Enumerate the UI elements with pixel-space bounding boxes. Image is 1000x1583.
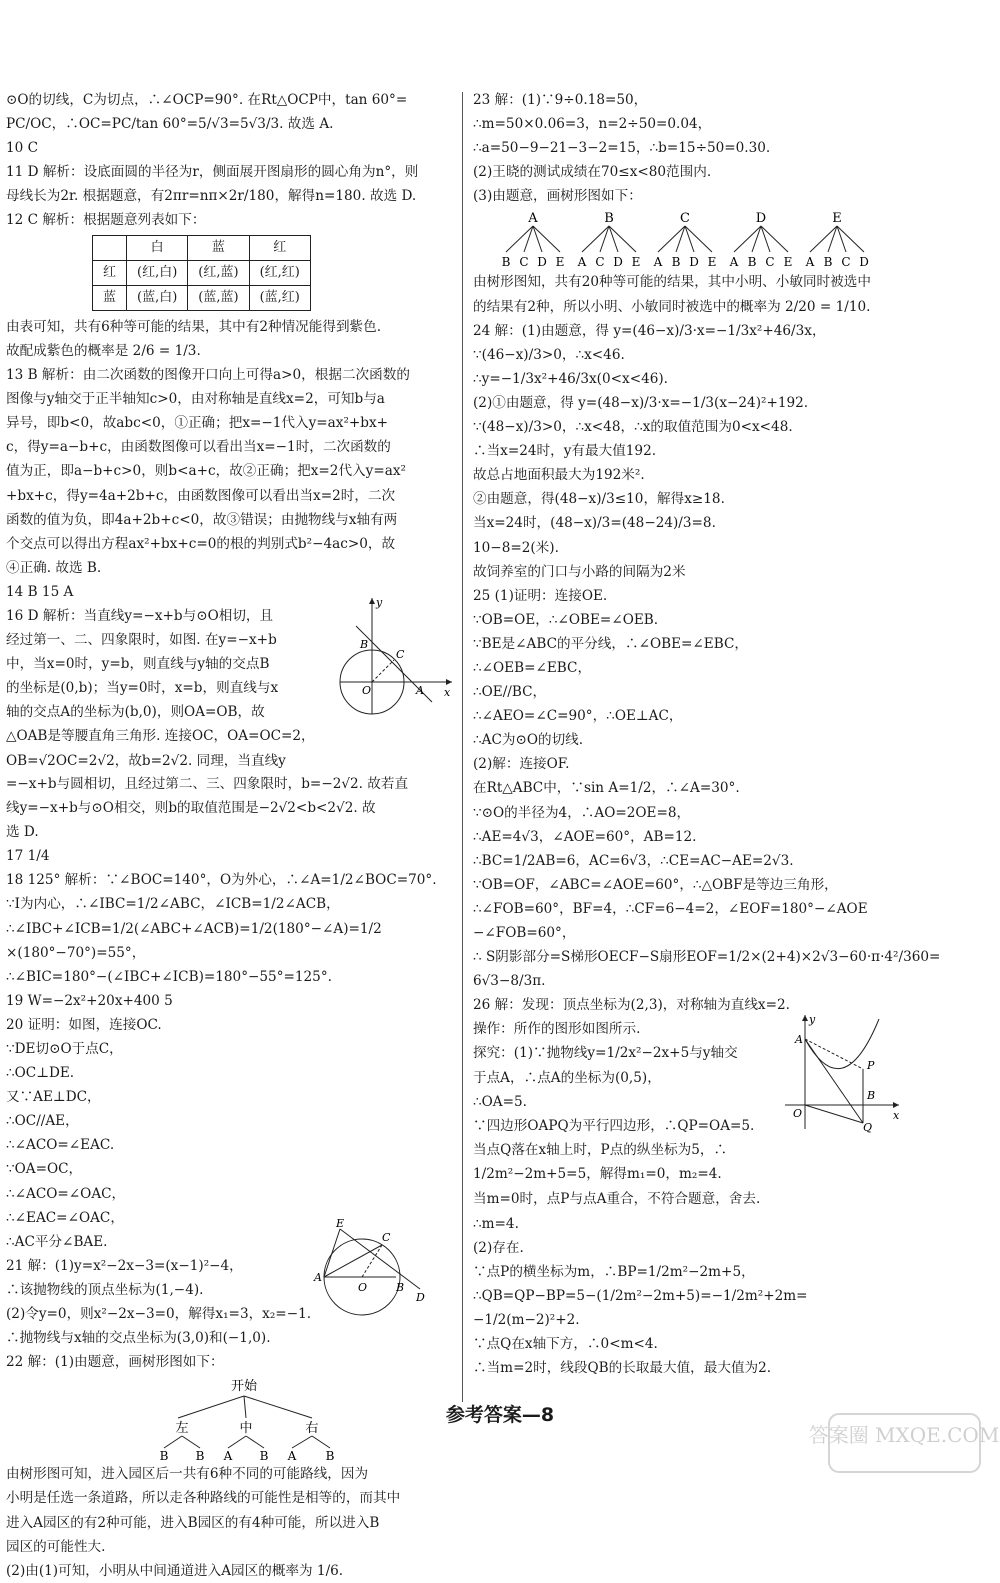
left-text-line: ∴∠ACO=∠OAC， xyxy=(6,1185,126,1202)
left-text-line: 园区的可能性大. xyxy=(6,1538,106,1555)
left-text-line: 值为正，即a−b+c>0，则b<a+c，故②正确；把x=2代入y=ax² xyxy=(6,463,406,480)
q16-text-line: △OAB是等腰直角三角形. 连接OC，OA=OC=2， xyxy=(6,728,315,745)
left-text-line: ∴OC//AE， xyxy=(6,1113,79,1130)
left-text-line: ∴∠EAC=∠OAC， xyxy=(6,1209,124,1226)
fig16-a-label: A xyxy=(416,683,424,697)
tree23-leaf: B xyxy=(823,255,833,270)
q16-text-line: 中，当x=0时，y=b，则直线与y轴的交点B xyxy=(6,656,270,673)
question-16 xyxy=(6,595,454,772)
tree23-leaf: A xyxy=(577,255,587,270)
tree22-leaf-2: B xyxy=(195,1449,205,1464)
right-block-2 xyxy=(473,270,961,1041)
right-text-line: 6√3−8/3π. xyxy=(473,973,546,990)
left-text-line: 13 B 解析：由二次函数的图像开口向上可得a>0，根据二次函数的 xyxy=(6,367,410,384)
right-text-line: ∵点P的横坐标为m，∴BP=1/2m²−2m+5， xyxy=(473,1263,755,1280)
figure-20-circle-tangent xyxy=(310,1217,428,1325)
fig16-y-label: y xyxy=(376,595,383,609)
left-text-line: 20 证明：如图，连接OC. xyxy=(6,1016,162,1033)
left-text-line: 又∵AE⊥DC， xyxy=(6,1089,101,1106)
right-text-line: (2)解：连接OF. xyxy=(473,756,570,773)
fig26-q-label: Q xyxy=(863,1121,873,1135)
tree-diagram-23 xyxy=(473,208,961,270)
fig26-a-label: A xyxy=(795,1033,803,1047)
left-text-line: ∴∠BIC=180°−(∠IBC+∠ICB)=180°−55°=125°. xyxy=(6,968,332,985)
right-text-line: 故饲养室的门口与小路的间隔为2米 xyxy=(473,563,686,580)
right-text-line: ∴BC=1/2AB=6，AC=6√3，∴CE=AC−AE=2√3. xyxy=(473,852,794,869)
watermark-logo xyxy=(808,1412,1000,1474)
left-block-1 xyxy=(6,88,454,233)
right-text-line: 操作：所作的图形如图所示. xyxy=(473,1021,641,1038)
table-cell: 红 xyxy=(93,260,127,285)
left-text-line: ④正确. 故选 B. xyxy=(6,559,102,576)
fig16-b-label: B xyxy=(360,637,369,651)
right-text-line: 10−8=2(米). xyxy=(473,539,559,556)
left-text-line: c，得y=a−b+c，由函数图像可以看出当x=−1时，二次函数的 xyxy=(6,439,391,456)
left-text-line: 选 D. xyxy=(6,824,39,841)
tree23-leaf: D xyxy=(537,255,547,270)
right-text-line: 由树形图知，共有20种等可能的结果，其中小明、小敏同时被选中 xyxy=(473,274,871,291)
left-text-line: 函数的值为负，即4a+2b+c<0，故③错误；由抛物线与x轴有两 xyxy=(6,511,398,528)
tree22-right: 右 xyxy=(305,1421,319,1437)
right-text-line: ∴AC为⊙O的切线. xyxy=(473,732,584,749)
table-cell: 蓝 xyxy=(188,235,249,260)
table-cell: (红,红) xyxy=(249,260,310,285)
right-text-line: ∵点Q在x轴下方，∴0<m<4. xyxy=(473,1336,658,1353)
left-text-line: ∴∠ACO=∠EAC. xyxy=(6,1137,115,1154)
q16-text-line: 16 D 解析：当直线y=−x+b与⊙O相切，且 xyxy=(6,607,274,624)
right-text-line: ②由题意，得(48−x)/3≤10，解得x≥18. xyxy=(473,491,725,508)
right-text-line: (2)存在. xyxy=(473,1239,524,1256)
tree23-leaf: E xyxy=(631,255,641,270)
tree22-leaf-4: B xyxy=(259,1449,269,1464)
tree23-leaf: E xyxy=(707,255,717,270)
q26-text-line: 于点A，∴点A的坐标为(0,5)， xyxy=(473,1069,661,1086)
right-block-1 xyxy=(473,88,961,208)
right-text-line: ∴当m=2时，线段QB的长取最大值，最大值为2. xyxy=(473,1360,772,1377)
right-text-line: 当x=24时，(48−x)/3=(48−24)/3=8. xyxy=(473,515,716,532)
fig26-x-label: x xyxy=(893,1109,900,1123)
right-text-line: ∵OB=OF，∠ABC=∠AOE=60°，∴△OBF是等边三角形， xyxy=(473,876,838,893)
tree22-middle: 中 xyxy=(239,1421,253,1437)
right-text-line: 26 解：发现：顶点坐标为(2,3)，对称轴为直线x=2. xyxy=(473,997,790,1014)
fig20-d-label: D xyxy=(416,1290,425,1304)
tree23-leaf: A xyxy=(729,255,739,270)
tree23-leaf: D xyxy=(613,255,623,270)
left-text-line: ∴AC平分∠BAE. xyxy=(6,1233,108,1250)
right-text-line: ∴a=50−9−21−3−2=15，∴b=15÷50=0.30. xyxy=(473,140,771,157)
right-text-line: ∴∠AEO=∠C=90°，∴OE⊥AC， xyxy=(473,708,683,725)
fig20-a-label: A xyxy=(314,1270,322,1284)
tree23-leaf: D xyxy=(859,255,869,270)
table-cell: 蓝 xyxy=(93,285,127,310)
left-text-line: 由表可知，共有6种等可能的结果，其中有2种情况能得到紫色. xyxy=(6,318,382,335)
table-cell: 白 xyxy=(127,235,188,260)
table-row xyxy=(93,260,311,285)
tree23-leaf: A xyxy=(805,255,815,270)
left-text-line: ∴∠IBC+∠ICB=1/2(∠ABC+∠ACB)=1/2(180°−∠A)=1/2 xyxy=(6,920,382,937)
right-text-line: (2)王晓的测试成绩在70≤x<80范围内. xyxy=(473,164,712,181)
fig26-o-label: O xyxy=(793,1107,803,1121)
probability-table xyxy=(92,235,311,311)
q26-text-line: 1/2m²−2m+5=5，解得m₁=0，m₂=4. xyxy=(473,1165,722,1182)
tree22-leaf-3: A xyxy=(223,1449,233,1464)
left-text-line: 进入A园区的有2种可能，进入B园区的有4种可能，所以进入B xyxy=(6,1514,380,1531)
fig16-c-label: C xyxy=(396,647,405,661)
right-text-line: 23 解：(1)∵9÷0.18=50， xyxy=(473,92,648,108)
left-text-line: ∵I为内心，∴∠IBC=1/2∠ABC，∠ICB=1/2∠ACB， xyxy=(6,896,340,913)
tree22-leaf-6: B xyxy=(325,1449,335,1464)
left-text-line: 10 C xyxy=(6,140,39,157)
tree23-leaf: C xyxy=(841,255,851,270)
left-column xyxy=(6,88,454,1583)
right-column xyxy=(473,88,961,1380)
left-text-line: ⊙O的切线，C为切点，∴∠OCP=90°. 在Rt△OCP中，tan 60°= xyxy=(6,92,408,108)
figure-16-circle-line xyxy=(336,596,454,716)
right-text-line: 当m=0时，点P与点A重合，不符合题意，舍去. xyxy=(473,1191,761,1208)
right-text-line: 在Rt△ABC中，∵sin A=1/2，∴∠A=30°. xyxy=(473,780,740,797)
right-text-line: ∴OE//BC， xyxy=(473,684,547,701)
q26-text-line: 当点Q落在x轴上时，P点的纵坐标为5，∴ xyxy=(473,1141,728,1158)
tree22-root: 开始 xyxy=(230,1379,258,1395)
question-16-text xyxy=(6,604,346,773)
q16-text-line: 的坐标是(0,b)；当y=0时，x=b，则直线与x xyxy=(6,680,279,697)
left-text-line: 11 D 解析：设底面圆的半径为r，侧面展开图扇形的圆心角为n°，则 xyxy=(6,164,419,181)
left-text-line: 小明是任选一条道路，所以走各种路线的可能性是相等的，而其中 xyxy=(6,1490,401,1507)
tree23-top: E xyxy=(832,211,842,227)
tree22-left: 左 xyxy=(175,1421,189,1437)
left-text-line: ×(180°−70°)=55°， xyxy=(6,944,146,961)
right-text-line: ∴ S阴影部分=S梯形OECF−S扇形EOF=1/2×(2+4)×2√3−60·π·4²/360= xyxy=(473,949,941,966)
right-block-3 xyxy=(473,1187,961,1380)
fig26-b-label: B xyxy=(867,1089,876,1103)
page-footer: 参考答案—8 xyxy=(445,1404,555,1426)
fig26-y-label: y xyxy=(809,1013,816,1027)
left-text-line: ∴抛物线与x轴的交点坐标为(3,0)和(−1,0). xyxy=(6,1330,271,1347)
right-text-line: ∴QB=QP−BP=5−(1/2m²−2m+5)=−1/2m²+2m= xyxy=(473,1287,808,1304)
left-text-line: ∵DE切⊙O于点C， xyxy=(6,1041,123,1057)
question-26-text xyxy=(473,1041,791,1186)
fig16-x-label: x xyxy=(444,685,451,699)
right-text-line: −∠FOB=60°， xyxy=(473,925,576,941)
left-text-line: 19 W=−2x²+20x+400 5 xyxy=(6,992,173,1009)
watermark-text: 答案圈 MXQE.COM xyxy=(808,1423,1000,1447)
tree23-top: D xyxy=(755,211,767,227)
right-text-line: ∵BE是∠ABC的平分线，∴∠OBE=∠EBC， xyxy=(473,635,748,652)
tree23-leaf: B xyxy=(671,255,681,270)
left-text-line: =−x+b与圆相切，且经过第二、三、四象限时，b=−2√2. 故若直 xyxy=(6,775,409,792)
column-divider xyxy=(462,92,463,1402)
right-text-line: ∴∠FOB=60°，BF=4，∴CF=6−4=2，∠EOF=180°−∠AOE xyxy=(473,900,868,917)
fig20-b-label: B xyxy=(396,1280,405,1294)
table-cell: (红,白) xyxy=(127,260,188,285)
tree23-top: C xyxy=(680,211,690,227)
q26-text-line: ∵四边形OAPQ为平行四边形，∴QP=OA=5. xyxy=(473,1117,755,1134)
left-text-line: 由树形图可知，进入园区后一共有6种不同的可能路线，因为 xyxy=(6,1466,369,1483)
left-text-line: 线y=−x+b与⊙O相交，则b的取值范围是−2√2<b<2√2. 故 xyxy=(6,800,376,817)
fig20-c-label: C xyxy=(382,1230,391,1244)
tree23-top: A xyxy=(528,211,538,227)
q16-text-line: 轴的交点A的坐标为(b,0)，则OA=OB，故 xyxy=(6,704,265,721)
right-text-line: ∵(48−x)/3>0，∴x<48，∴x的取值范围为0<x<48. xyxy=(473,419,793,436)
left-text-line: (2)由(1)可知，小明从中间通道进入A园区的概率为 1/6. xyxy=(6,1562,344,1579)
left-text-line: 17 1/4 xyxy=(6,848,50,865)
left-text-line: 图像与y轴交于正半轴知c>0，由对称轴是直线x=2，可知b与a xyxy=(6,391,385,408)
q16-text-line: OB=√2OC=2√2，故b=2√2. 同理，当直线y xyxy=(6,752,286,769)
fig20-e-label: E xyxy=(336,1216,345,1230)
tree23-leaf: E xyxy=(555,255,565,270)
right-text-line: ∴当x=24时，y有最大值192. xyxy=(473,443,657,460)
table-cell: (蓝,蓝) xyxy=(188,285,249,310)
left-block-3-wrap xyxy=(6,772,454,1374)
figure-26-parabola xyxy=(783,1011,903,1135)
left-text-line: ∴OC⊥DE. xyxy=(6,1065,75,1082)
tree22-leaf-1: B xyxy=(159,1449,169,1464)
right-text-line: 24 解：(1)由题意，得 y=(46−x)/3·x=−1/3x²+46/3x， xyxy=(473,322,826,339)
left-text-line: PC/OC，∴OC=PC/tan 60°=5/√3=5√3/3. 故选 A. xyxy=(6,116,334,133)
left-text-line: (2)令y=0，则x²−2x−3=0，解得x₁=3，x₂=−1. xyxy=(6,1306,312,1323)
left-text-line: 异号，即b<0，故abc<0，①正确；把x=−1代入y=ax²+bx+ xyxy=(6,415,389,432)
table-cell: 红 xyxy=(249,235,310,260)
left-text-line: ∴该抛物线的顶点坐标为(1,−4). xyxy=(6,1281,204,1298)
tree22-leaf-5: A xyxy=(287,1449,297,1464)
right-text-line: ∴AE=4√3，∠AOE=60°，AB=12. xyxy=(473,828,697,845)
table-cell xyxy=(93,235,127,260)
fig26-p-label: P xyxy=(867,1059,875,1073)
right-text-line: 25 (1)证明：连接OE. xyxy=(473,587,608,604)
left-text-line: 22 解：(1)由题意，画树形图如下： xyxy=(6,1354,224,1371)
left-text-line: 母线长为2r. 根据题意，有2πr=nπ×2r/180，解得n=180. 故选 D. xyxy=(6,188,417,205)
left-block-4 xyxy=(6,1462,454,1582)
right-text-line: (3)由题意，画树形图如下： xyxy=(473,188,642,205)
right-text-line: ∵OB=OE，∴∠OBE=∠OEB. xyxy=(473,611,659,628)
tree23-leaf: C xyxy=(595,255,605,270)
table-cell: (红,蓝) xyxy=(188,260,249,285)
tree23-leaf: B xyxy=(501,255,511,270)
right-text-line: ∴y=−1/3x²+46/3x(0<x<46). xyxy=(473,370,669,387)
tree23-leaf: E xyxy=(783,255,793,270)
right-text-line: ∴∠OEB=∠EBC， xyxy=(473,659,592,676)
tree23-top: B xyxy=(604,211,614,227)
right-text-line: ∵⊙O的半径为4，∴AO=2OE=8， xyxy=(473,804,691,821)
tree23-leaf: C xyxy=(519,255,529,270)
right-text-line: ∴m=50×0.06=3，n=2÷50=0.04， xyxy=(473,116,712,133)
tree23-leaf: D xyxy=(689,255,699,270)
left-block-2 xyxy=(6,315,454,604)
right-text-line: (2)①由题意，得 y=(48−x)/3·x=−1/3(x−24)²+192. xyxy=(473,394,809,411)
left-text-line: 14 B 15 A xyxy=(6,583,74,600)
left-text-line: ∵OA=OC， xyxy=(6,1161,83,1178)
right-text-line: ∵(46−x)/3>0，∴x<46. xyxy=(473,346,625,363)
fig16-o-label: O xyxy=(362,683,372,697)
right-text-line: −1/2(m−2)²+2. xyxy=(473,1311,580,1328)
tree23-leaf: C xyxy=(765,255,775,270)
left-text-line: 18 125° 解析：∵∠BOC=140°，O为外心，∴∠A=1/2∠BOC=70°. xyxy=(6,872,437,889)
table-row xyxy=(93,285,311,310)
q26-text-line: ∴OA=5. xyxy=(473,1093,527,1110)
left-text-line: 故配成紫色的概率是 2/6 = 1/3. xyxy=(6,342,201,359)
q26-text-line: 探究：(1)∵抛物线y=1/2x²−2x+5与y轴交 xyxy=(473,1045,738,1062)
left-text-line: 21 解：(1)y=x²−2x−3=(x−1)²−4， xyxy=(6,1257,243,1274)
left-text-line: 12 C 解析：根据题意列表如下： xyxy=(6,212,206,229)
table-cell: (蓝,红) xyxy=(249,285,310,310)
tree23-leaf: B xyxy=(747,255,757,270)
left-text-line: +bx+c，得y=4a+2b+c，由函数图像可以看出当x=2时，二次 xyxy=(6,487,396,504)
q16-text-line: 经过第一、二、四象限时，如图. 在y=−x+b xyxy=(6,632,277,649)
fig20-o-label: O xyxy=(358,1280,368,1294)
right-text-line: 故总占地面积最大为192米². xyxy=(473,467,645,484)
table-row xyxy=(93,235,311,260)
left-text-line: 个交点可以得出方程ax²+bx+c=0的根的判别式b²−4ac>0，故 xyxy=(6,535,396,552)
tree23-leaf: A xyxy=(653,255,663,270)
right-text-line: 的结果有2种，所以小明、小敏同时被选中的概率为 2/20 = 1/10. xyxy=(473,298,871,315)
right-text-line: ∴m=4. xyxy=(473,1215,519,1232)
table-cell: (蓝,白) xyxy=(127,285,188,310)
